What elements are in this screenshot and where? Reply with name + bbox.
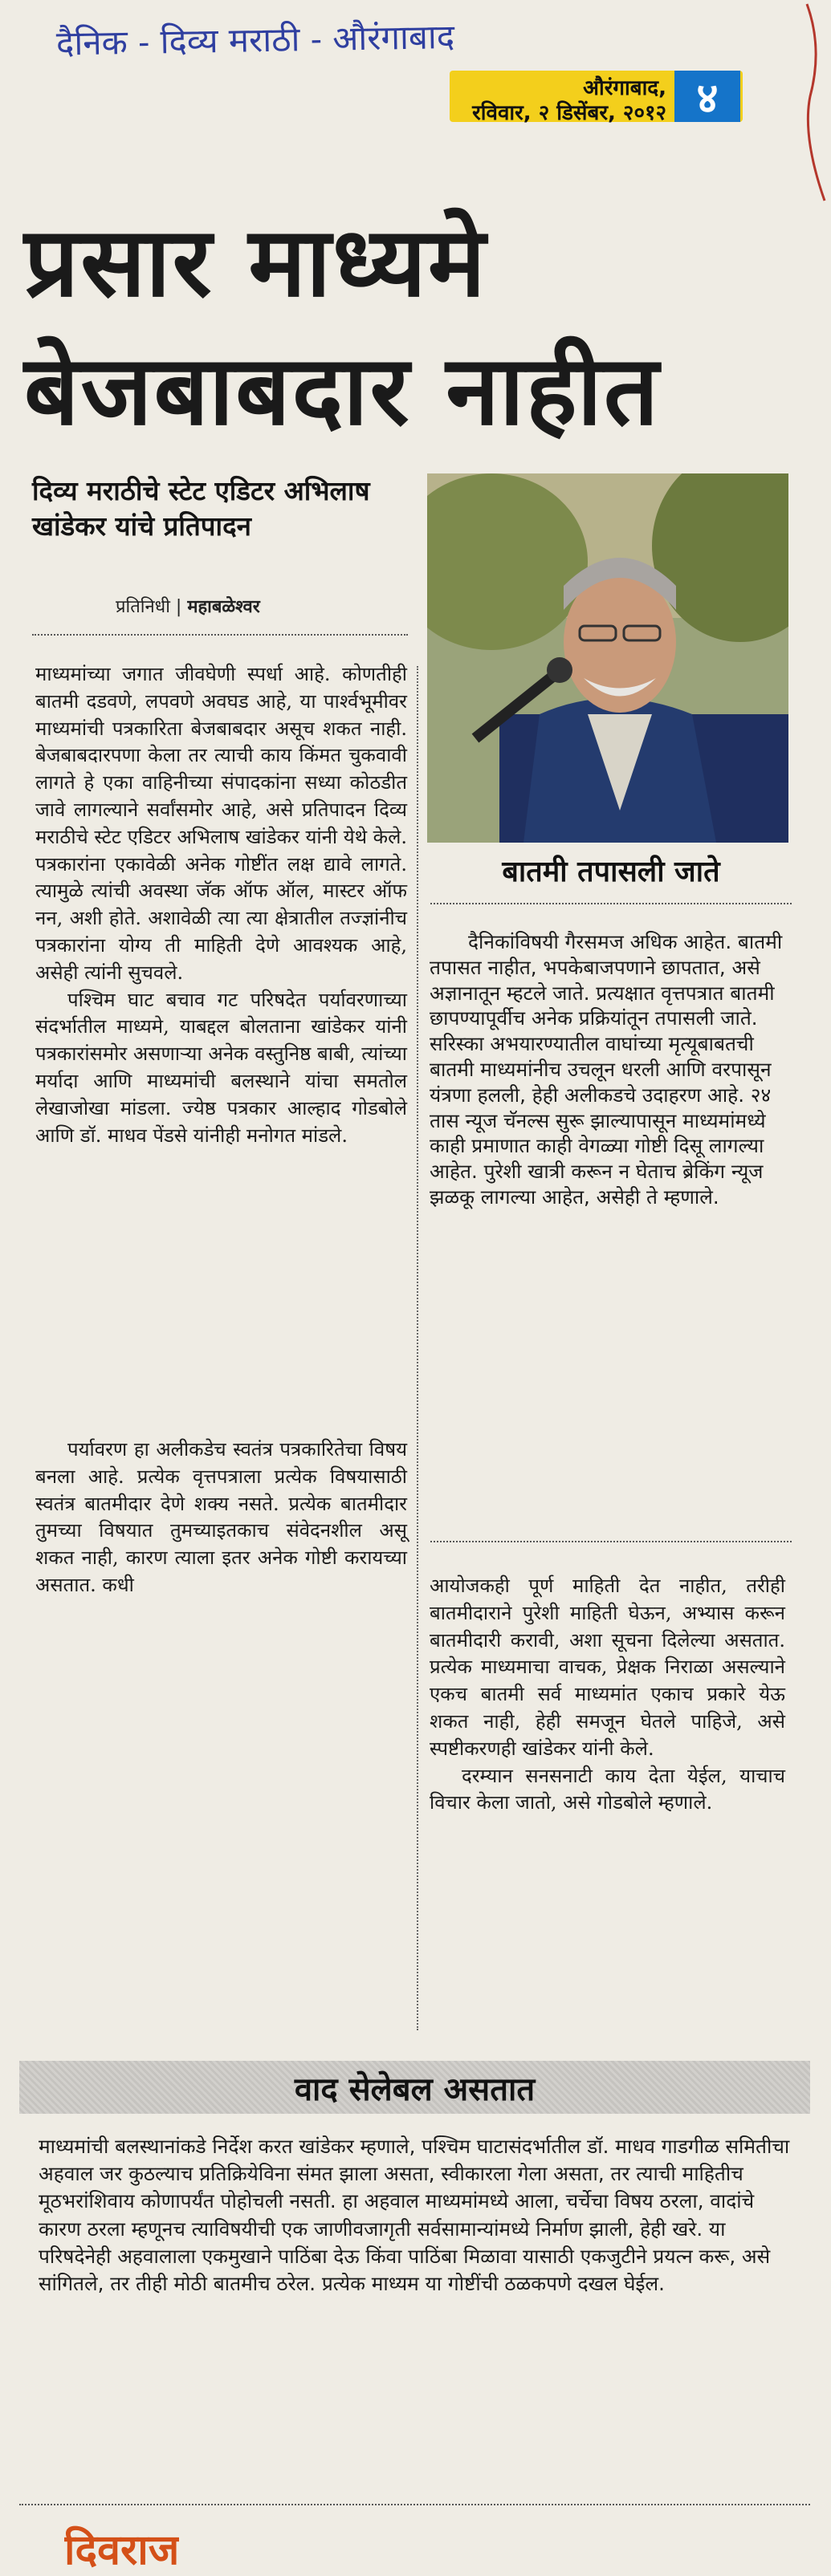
headline-line2: बेजबाबदार नाहीत	[24, 335, 661, 447]
article-paragraph: दैनिकांविषयी गैरसमज अधिक आहेत. बातमी तपासत नाहीत, भपकेबाजपणाने छापतात, असे अज्ञानातून म्हटले जाते. प्रत्यक्षात वृत्तपत्रात बातमी छापण्यापूर्वीच अनेक प्रक्रियांतून तपासली जाते. सरिस्का अभयारण्यातील वाघांच्या मृत्यूबाबतची बातमी माध्यमांनीच उचलून धरली आणि वरपासून यंत्रणा हलली, हेही अलीकडचे उदाहरण आहे. २४ तास न्यूज चॅनल्स सुरू झाल्यापासून माध्यमांमध्ये काही प्रमाणात काही वेगळ्या गोष्टी दिसू लागल्या आहेत. पुरेशी खात्री करून न घेताच ब्रेकिंग न्यूज झळकू लागल्या आहेत, असेही ते म्हणाले.	[430, 930, 783, 1209]
page-number: ४	[674, 71, 740, 122]
handwritten-annotation: दैनिक - दिव्य मराठी - औरंगाबाद	[55, 16, 455, 63]
masthead-city: औरंगाबाद,	[583, 76, 666, 100]
article-column-1b	[35, 1436, 407, 1599]
column-2-rule	[430, 1541, 792, 1542]
column-divider	[417, 666, 418, 2030]
article-paragraph: पश्चिम घाट बचाव गट परिषदेत पर्यावरणाच्या संदर्भातील माध्यमे, याबद्दल बोलताना खांडेकर यांनी पत्रकारांसमोर असणाऱ्या अनेक वस्तुनिष्ठ बाबी, त्यांच्या मर्यादा आणि माध्यमांची बलस्थाने यांचा समतोल लेखाजोखा मांडला. ज्येष्ठ पत्रकार आल्हाद गोडबोले आणि डॉ. माधव पेंडसे यांनीही मनोगत मांडले.	[35, 988, 407, 1147]
footer-fragment: दिवराज	[64, 2526, 180, 2574]
speaker-photo	[427, 473, 788, 843]
bottom-rule	[19, 2504, 810, 2505]
article-paragraph: माध्यमांच्या जगात जीवघेणी स्पर्धा आहे. कोणतीही बातमी दडवणे, लपवणे अवघड आहे, या पार्श्वभूमीवर माध्यमांची पत्रकारिता बेजबाबदार असूच शकत नाही. बेजबाबदारपणा केला तर त्याची काय किंमत चुकवावी लागते हे एका वाहिनीच्या संपादकांना सध्या कोठडीत जावे लागल्याने सर्वांसमोर आहे, असे प्रतिपादन दिव्य मराठीचे स्टेट एडिटर अभिलाष खांडेकर यांनी येथे केले. पत्रकारांना एकावेळी अनेक गोष्टींत लक्ष द्यावे लागते. त्यामुळे त्यांची अवस्था जॅक ऑफ ऑल, मास्टर ऑफ नन, अशी होते. अशावेळी त्या त्या क्षेत्रातील तज्ज्ञांनीच पत्रकारांना योग्य ती माहिती देणे आवश्यक आहे, असेही त्यांनी सुचवले.	[35, 663, 407, 984]
box-article	[39, 2133, 797, 2298]
byline	[116, 594, 260, 618]
subheading-2: वाद सेलेबल असतात	[294, 2071, 536, 2108]
pen-scribble-mark	[799, 0, 831, 209]
article-column-2b	[430, 1573, 785, 1817]
article-column-1	[35, 661, 407, 1149]
box-paragraph: माध्यमांची बलस्थानांकडे निर्देश करत खांडेकर म्हणाले, पश्चिम घाटासंदर्भातील डॉ. माधव गाडगीळ समितीचा अहवाल जर कुठल्याच प्रतिक्रियेविना संमत झाला असता, स्वीकारला गेला असता, तर त्याची माहितीच मूठभरांशिवाय कोणापर्यंत पोहोचली नसती. हा अहवाल माध्यमांमध्ये आला, चर्चेचा विषय ठरला, वादांचे कारण ठरला म्हणूनच त्याविषयीची एक जाणीवजागृती सर्वसामान्यांमध्ये निर्माण झाली, हेही खरे. या परिषदेनेही अहवालाला एकमुखाने पाठिंबा देऊ किंवा पाठिंबा मिळावा यासाठी एकजुटीने प्रयत्न करू, असे सांगितले, तर तीही मोठी बातमीच ठरेल. प्रत्येक माध्यम या गोष्टींची ठळकपणे दखल घेईल.	[39, 2135, 790, 2296]
caption-rule	[430, 903, 792, 904]
byline-place: महाबळेश्वर	[187, 597, 260, 617]
photo-caption: बातमी तपासली जाते	[502, 855, 720, 888]
article-column-2	[430, 929, 783, 1210]
article-paragraph: पर्यावरण हा अलीकडेच स्वतंत्र पत्रकारितेचा विषय बनला आहे. प्रत्येक वृत्तपत्राला प्रत्येक विषयासाठी स्वतंत्र बातमीदार देणे शक्य नसते. प्रत्येक बातमीदार तुमच्या विषयात तुमच्याइतकाच संवेदनशील असू शकत नाही, कारण त्याला इतर अनेक गोष्टी करायच्या असतात. कधी	[35, 1438, 407, 1596]
article-paragraph: आयोजकही पूर्ण माहिती देत नाहीत, तरीही बातमीदाराने पुरेशी माहिती घेऊन, अभ्यास करून बातमीदारी करावी, अशा सूचना दिलेल्या असतात. प्रत्येक माध्यमाचा वाचक, प्रेक्षक निराळा असल्याने एकच बातमी सर्व माध्यमांत एकाच प्रकारे येऊ शकत नाही, हेही समजून घेतले पाहिजे, असे स्पष्टीकरणही खांडेकर यांनी केले.	[430, 1574, 785, 1760]
masthead-date: रविवार, २ डिसेंबर, २०१२	[472, 101, 666, 125]
subheadline: दिव्य मराठीचे स्टेट एडिटर अभिलाष खांडेकर यांचे प्रतिपादन	[32, 475, 370, 542]
byline-separator: |	[175, 597, 182, 617]
speaker-photo-image	[427, 473, 788, 843]
byline-reporter: प्रतिनिधी	[116, 597, 170, 617]
byline-rule	[32, 634, 408, 636]
article-paragraph: दरम्यान सनसनाटी काय देता येईल, याचाच विचार केला जातो, असे गोडबोले म्हणाले.	[430, 1764, 785, 1814]
headline-line1: प्रसार माध्यमे	[24, 207, 487, 319]
